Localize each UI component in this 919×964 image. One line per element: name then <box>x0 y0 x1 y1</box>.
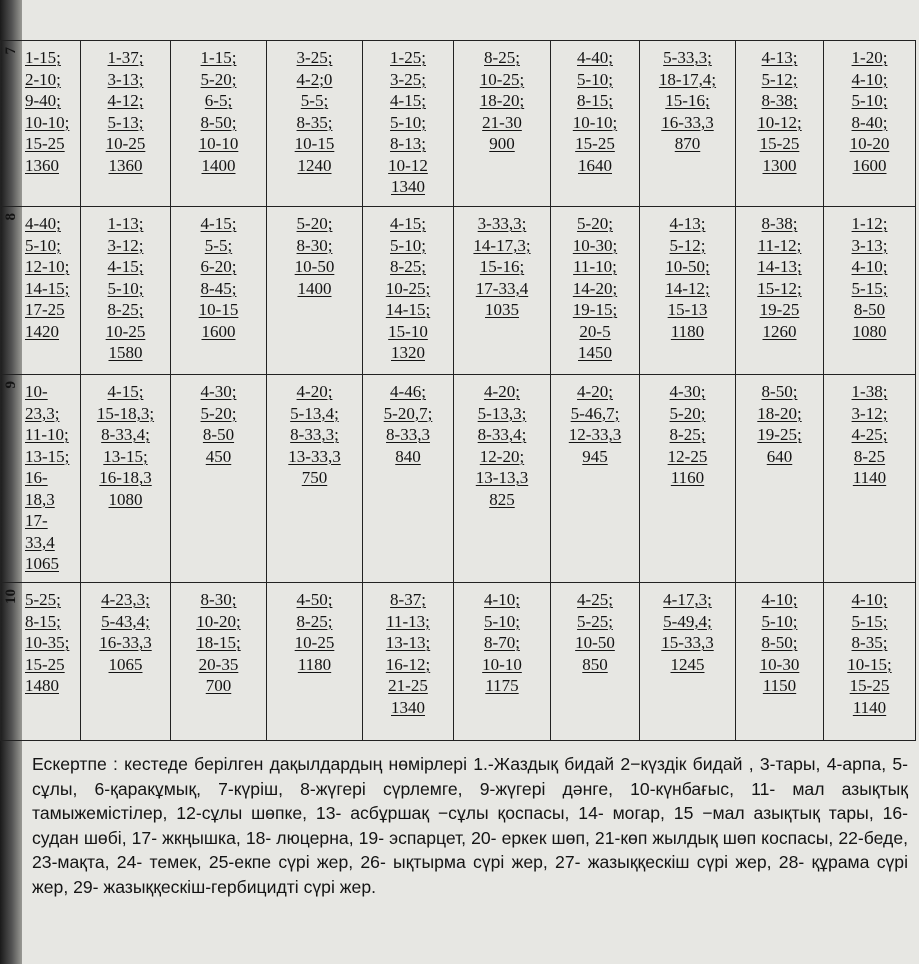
cell-entry: 9-40; <box>25 91 61 110</box>
cell-entry: 1-38; <box>851 382 888 401</box>
cell-entry: 8-25; <box>390 257 426 276</box>
cell-entry: 8-25; <box>669 425 706 444</box>
cell-entry: 10-25 <box>294 633 335 652</box>
cell-entry: 3-25; <box>390 69 426 89</box>
table-cell <box>81 207 171 375</box>
cell-entry: 1-20; <box>851 48 888 67</box>
cell-entry: 10-10 <box>482 654 522 674</box>
cell-entry: 4-15; <box>200 214 237 233</box>
row-first-cell <box>1 375 81 583</box>
cell-entry: 1-25; <box>390 48 426 67</box>
cell-entry: 8-37; <box>390 590 426 609</box>
cell-entry: 5-12; <box>761 69 798 89</box>
cell-total: 1175 <box>485 676 519 695</box>
cell-entry: 20-5 <box>579 321 611 341</box>
cell-total: 1260 <box>762 321 797 341</box>
cell-entry: 5-20; <box>577 214 613 233</box>
cell-entry: 11-12; <box>757 235 802 255</box>
row-first-cell <box>1 583 81 741</box>
cell-entry: 15-33,3 <box>661 633 714 652</box>
table-cell <box>551 207 640 375</box>
table-cell <box>824 207 916 375</box>
row-first-cell <box>1 41 81 207</box>
cell-total: 1140 <box>852 697 887 717</box>
cell-entry: 18-17,4; <box>658 69 717 89</box>
cell-entry: 4-13; <box>669 214 706 233</box>
cell-entry: 21-25 <box>388 676 428 695</box>
cell-total: 640 <box>766 446 793 466</box>
cell-entry: 8-33,3 <box>386 425 430 444</box>
cell-entry: 1-37; <box>107 48 144 67</box>
cell-entry: 3-12; <box>851 403 888 423</box>
cell-entry: 4-10; <box>484 590 520 609</box>
cell-total: 700 <box>205 676 232 695</box>
cell-total: 1400 <box>297 278 332 298</box>
table-cell <box>81 375 171 583</box>
cell-entry: 5-10; <box>390 235 426 255</box>
cell-total: 1080 <box>108 489 143 509</box>
cell-entry: 18,3 <box>25 489 55 509</box>
cell-total: 1580 <box>108 343 143 362</box>
cell-total: 1080 <box>852 321 887 341</box>
cell-entry: 17- <box>25 511 48 530</box>
cell-entry: 5-13; <box>107 112 144 132</box>
cell-entry: 5-10; <box>484 611 520 631</box>
cell-entry: 5-43,4; <box>101 611 150 631</box>
table-cell <box>736 583 824 741</box>
cell-total: 750 <box>301 468 328 487</box>
cell-total: 1340 <box>391 697 425 717</box>
cell-total: 1240 <box>297 155 332 175</box>
cell-entry: 4-50; <box>296 590 333 609</box>
row-number: 9 <box>3 381 19 389</box>
cell-entry: 10-10; <box>25 112 70 132</box>
cell-total: 1360 <box>108 155 143 175</box>
cell-entry: 6-20; <box>200 257 237 276</box>
cell-entry: 8-25; <box>484 48 520 67</box>
cell-entry: 5-25; <box>25 590 61 609</box>
cell-total: 1640 <box>578 155 612 175</box>
cell-entry: 10-50 <box>294 257 335 276</box>
cell-entry: 8-50; <box>200 112 237 132</box>
table-row <box>1 375 916 583</box>
cell-entry: 16-12; <box>385 654 431 674</box>
cell-entry: 1-12; <box>851 214 888 233</box>
cell-entry: 10-15 <box>294 134 335 153</box>
cell-entry: 5-20; <box>296 214 333 233</box>
table-cell <box>551 583 640 741</box>
cell-entry: 8-35; <box>851 633 888 652</box>
table-row <box>1 207 916 375</box>
cell-entry: 4-20; <box>484 382 520 401</box>
cell-entry: 4-46; <box>390 382 426 401</box>
cell-entry: 14-15; <box>385 300 431 319</box>
cell-entry: 6-5; <box>204 91 233 110</box>
table-cell <box>736 375 824 583</box>
table-cell <box>171 583 267 741</box>
cell-entry: 10- <box>25 382 48 401</box>
table-cell <box>640 375 736 583</box>
table-cell <box>454 207 551 375</box>
cell-entry: 8-33,4; <box>477 425 527 444</box>
table-cell <box>824 41 916 207</box>
cell-entry: 12-10; <box>25 257 70 276</box>
cell-entry: 10-12 <box>388 155 428 175</box>
table-cell <box>736 41 824 207</box>
cell-entry: 8-40; <box>851 112 888 132</box>
cell-entry: 13-33,3 <box>288 446 341 466</box>
cell-total: 1160 <box>670 468 705 487</box>
cell-entry: 8-70; <box>484 633 520 652</box>
cell-entry: 4-30; <box>669 382 706 401</box>
cell-entry: 15-16; <box>665 91 710 110</box>
cell-entry: 5-46,7; <box>570 403 620 423</box>
cell-total: 1065 <box>108 654 143 674</box>
cell-total: 1035 <box>485 300 519 319</box>
table-cell <box>551 375 640 583</box>
cell-entry: 14-20; <box>572 278 618 298</box>
cell-entry: 4-23,3; <box>101 590 150 609</box>
cell-entry: 18-15; <box>196 633 241 652</box>
table-cell <box>736 207 824 375</box>
cell-total: 1480 <box>25 676 59 695</box>
table-row <box>1 583 916 741</box>
cell-entry: 10-50; <box>665 257 710 276</box>
table-cell <box>81 41 171 207</box>
cell-entry: 10-25; <box>385 278 431 298</box>
cell-entry: 15-12; <box>757 278 802 298</box>
cell-total: 450 <box>205 446 232 466</box>
table-cell <box>640 583 736 741</box>
cell-entry: 15-25 <box>25 134 65 153</box>
table-row <box>1 41 916 207</box>
cell-entry: 5-20; <box>200 403 237 423</box>
cell-entry: 10-10 <box>198 134 239 153</box>
cell-entry: 10-25; <box>479 69 525 89</box>
row-number: 8 <box>3 213 19 221</box>
cell-entry: 10-12; <box>757 112 802 132</box>
cell-entry: 8-30; <box>296 235 333 255</box>
table-cell <box>640 41 736 207</box>
table-cell <box>81 583 171 741</box>
cell-entry: 4-15; <box>390 214 426 233</box>
cell-entry: 8-45; <box>200 278 237 298</box>
cell-entry: 19-25 <box>759 300 800 319</box>
cell-entry: 5-10; <box>390 112 426 132</box>
table-cell <box>824 583 916 741</box>
cell-total: 900 <box>489 134 515 153</box>
cell-total: 1300 <box>762 155 797 175</box>
table-cell <box>267 207 363 375</box>
table-cell <box>363 207 454 375</box>
cell-entry: 16-33,3 <box>661 112 714 132</box>
cell-entry: 15-13 <box>667 300 708 319</box>
table-cell <box>454 41 551 207</box>
cell-entry: 15-25 <box>759 134 800 153</box>
cell-entry: 8-50 <box>853 300 886 319</box>
cell-entry: 8-13; <box>390 134 426 153</box>
cell-entry: 8-50; <box>761 633 798 652</box>
cell-entry: 10-50 <box>575 633 615 652</box>
cell-entry: 4-20; <box>296 382 333 401</box>
cell-entry: 14-15; <box>25 278 70 298</box>
table-cell <box>171 41 267 207</box>
cell-entry: 3-13; <box>107 69 144 89</box>
table-cell <box>363 375 454 583</box>
cell-entry: 10-10; <box>572 112 618 132</box>
cell-entry: 14-17,3; <box>473 235 531 255</box>
cell-entry: 4-25; <box>577 590 613 609</box>
cell-entry: 4-25; <box>851 425 888 444</box>
cell-entry: 13-15; <box>25 446 70 466</box>
row-number: 7 <box>3 47 19 55</box>
cell-entry: 15-18,3; <box>96 403 155 423</box>
cell-entry: 3-33,3; <box>477 214 527 233</box>
table-cell <box>824 375 916 583</box>
table-cell <box>267 583 363 741</box>
table-cell <box>363 41 454 207</box>
crop-rotation-table <box>0 40 916 741</box>
cell-total: 840 <box>395 446 421 466</box>
cell-entry: 20-35 <box>198 654 239 674</box>
cell-entry: 4-30; <box>200 382 237 401</box>
cell-entry: 10-25 <box>105 134 146 153</box>
cell-entry: 13-13,3 <box>475 468 529 487</box>
cell-entry: 4-13; <box>761 48 798 67</box>
cell-entry: 10-20; <box>196 611 241 631</box>
cell-entry: 8-38; <box>761 214 798 233</box>
cell-total: 1180 <box>297 654 332 674</box>
cell-entry: 5-13,3; <box>477 403 527 423</box>
cell-entry: 17-25 <box>25 300 65 319</box>
cell-entry: 5-10; <box>107 278 144 298</box>
cell-entry: 18-20; <box>479 91 525 110</box>
cell-total: 850 <box>582 654 608 674</box>
cell-entry: 4-2;0 <box>296 69 333 89</box>
cell-total: 1065 <box>25 554 59 573</box>
table-cell <box>171 375 267 583</box>
cell-entry: 12-33,3 <box>568 425 622 444</box>
cell-entry: 17-33,4 <box>475 278 529 298</box>
table-cell <box>267 375 363 583</box>
cell-entry: 8-25 <box>853 446 886 466</box>
cell-entry: 5-33,3; <box>663 48 712 67</box>
table-cell <box>454 375 551 583</box>
cell-entry: 4-10; <box>851 590 888 609</box>
cell-entry: 8-50; <box>761 382 798 401</box>
cell-entry: 3-13; <box>851 235 888 255</box>
cell-entry: 4-10; <box>851 257 888 276</box>
table-cell <box>640 207 736 375</box>
cell-entry: 5-20; <box>200 69 237 89</box>
table-cell <box>171 207 267 375</box>
cell-entry: 4-40; <box>577 48 613 67</box>
cell-entry: 14-13; <box>757 257 802 276</box>
cell-entry: 8-33,3; <box>290 425 339 444</box>
cell-total: 1600 <box>852 155 887 175</box>
cell-entry: 8-15; <box>577 91 613 110</box>
cell-entry: 18-20; <box>757 403 802 423</box>
cell-entry: 10-30 <box>759 654 800 674</box>
cell-entry: 15-25 <box>849 676 890 695</box>
cell-entry: 5-20; <box>669 403 706 423</box>
cell-entry: 15-25 <box>575 134 615 153</box>
cell-total: 1400 <box>201 155 236 175</box>
cell-entry: 5-10; <box>577 69 613 89</box>
cell-entry: 1-13; <box>107 214 144 233</box>
cell-entry: 4-20; <box>577 382 613 401</box>
cell-entry: 12-20; <box>479 446 525 466</box>
cell-entry: 23,3; <box>25 403 60 423</box>
cell-entry: 5-25; <box>577 611 613 631</box>
cell-entry: 10-20 <box>849 134 890 153</box>
cell-entry: 5-5; <box>204 235 233 255</box>
table-cell <box>551 41 640 207</box>
cell-entry: 1-15; <box>200 48 237 67</box>
cell-entry: 4-40; <box>25 214 61 233</box>
cell-entry: 33,4 <box>25 532 55 552</box>
cell-entry: 12-25 <box>667 446 708 466</box>
cell-total: 1340 <box>391 177 425 196</box>
row-number: 10 <box>3 589 19 604</box>
cell-entry: 8-25; <box>296 611 333 631</box>
table-cell <box>267 41 363 207</box>
cell-total: 1600 <box>201 321 236 341</box>
cell-entry: 8-25; <box>107 300 144 319</box>
cell-entry: 13-15; <box>103 446 148 466</box>
cell-entry: 1-15; <box>25 48 61 67</box>
cell-entry: 4-12; <box>107 91 144 110</box>
cell-entry: 5-12; <box>669 235 706 255</box>
cell-entry: 2-10; <box>25 69 61 89</box>
cell-entry: 4-15; <box>107 382 144 401</box>
table-footnote: Ескертпе : кестеде берілген дақылдардың нөмірлері 1.-Жаздық бидай 2−күздік бидай , 3-тары, 4-арпа, 5-сұлы, 6-қаракұмық, 7-күріш, 8-жүгері сүрлемге, 9-жүгері дәнге, 10-күнбағыс, 11- мал азықтық тамыжемістілер, 12-сұлы шөпке, 13- асбұршақ −сұлы қоспасы, 14- могар, 15 −мал азықтық тары, 16- судан шөбі, 17- жкңышка, 18- люцерна, 19- эспарцет, 20- еркек шөп, 21-көп жылдық шөп коспасы, 22-беде, 23-мақта, 24- темек, 25-екпе сүрі жер, 26- ықтырма сүрі жер, 27- жазыққескіш сүрі жер, 28- құрама сүрі жер, 29- жазыққескіш-гербицидті сүрі жер. <box>32 754 908 897</box>
cell-entry: 5-10; <box>851 91 888 110</box>
cell-total: 1150 <box>762 676 797 695</box>
cell-entry: 16-33,3 <box>99 633 152 652</box>
cell-entry: 16-18,3 <box>99 468 152 487</box>
cell-entry: 10-35; <box>25 633 70 652</box>
cell-entry: 5-5; <box>300 91 329 110</box>
cell-entry: 11-13; <box>386 611 430 631</box>
cell-entry: 16- <box>25 468 48 487</box>
cell-entry: 8-15; <box>25 611 61 631</box>
table-cell <box>454 583 551 741</box>
cell-entry: 10-30; <box>572 235 618 255</box>
cell-entry: 8-38; <box>761 91 798 110</box>
cell-entry: 4-15; <box>107 257 144 276</box>
table-cell <box>363 583 454 741</box>
cell-entry: 15-16; <box>479 257 525 276</box>
cell-entry: 5-13,4; <box>290 403 339 423</box>
cell-entry: 11-10; <box>25 425 69 444</box>
cell-entry: 5-49,4; <box>663 611 712 631</box>
cell-total: 1320 <box>391 343 425 362</box>
cell-entry: 4-10; <box>851 69 888 89</box>
cell-total: 1420 <box>25 321 59 341</box>
cell-entry: 21-30 <box>482 112 522 132</box>
cell-entry: 4-15; <box>390 91 426 110</box>
cell-total: 1450 <box>578 343 612 362</box>
cell-entry: 4-17,3; <box>663 590 712 609</box>
cell-total: 1180 <box>670 321 705 341</box>
cell-entry: 15-25 <box>25 654 65 674</box>
row-first-cell <box>1 207 81 375</box>
cell-entry: 8-35; <box>296 112 333 132</box>
cell-entry: 5-10; <box>25 235 61 255</box>
cell-entry: 5-15; <box>851 611 888 631</box>
cell-total: 870 <box>674 134 701 153</box>
cell-entry: 13-13; <box>385 633 431 652</box>
cell-total: 1140 <box>852 468 887 487</box>
cell-total: 945 <box>582 446 608 466</box>
cell-entry: 11-10; <box>573 257 617 276</box>
cell-total: 1245 <box>670 654 705 674</box>
cell-entry: 15-10 <box>388 321 428 341</box>
cell-entry: 8-33,4; <box>101 425 150 444</box>
cell-entry: 14-12; <box>665 278 710 298</box>
cell-entry: 8-30; <box>200 590 237 609</box>
cell-entry: 10-15; <box>847 654 892 674</box>
cell-entry: 19-15; <box>572 300 618 319</box>
cell-entry: 19-25; <box>757 425 802 444</box>
cell-total: 825 <box>489 489 515 509</box>
cell-entry: 3-25; <box>296 48 333 67</box>
cell-entry: 5-10; <box>761 611 798 631</box>
cell-entry: 8-50 <box>202 425 235 444</box>
cell-entry: 3-12; <box>107 235 144 255</box>
cell-entry: 5-15; <box>851 278 888 298</box>
cell-entry: 4-10; <box>761 590 798 609</box>
cell-total: 1360 <box>25 155 59 175</box>
cell-entry: 5-20,7; <box>383 403 433 423</box>
cell-entry: 10-15 <box>198 300 239 319</box>
cell-entry: 10-25 <box>105 321 146 341</box>
